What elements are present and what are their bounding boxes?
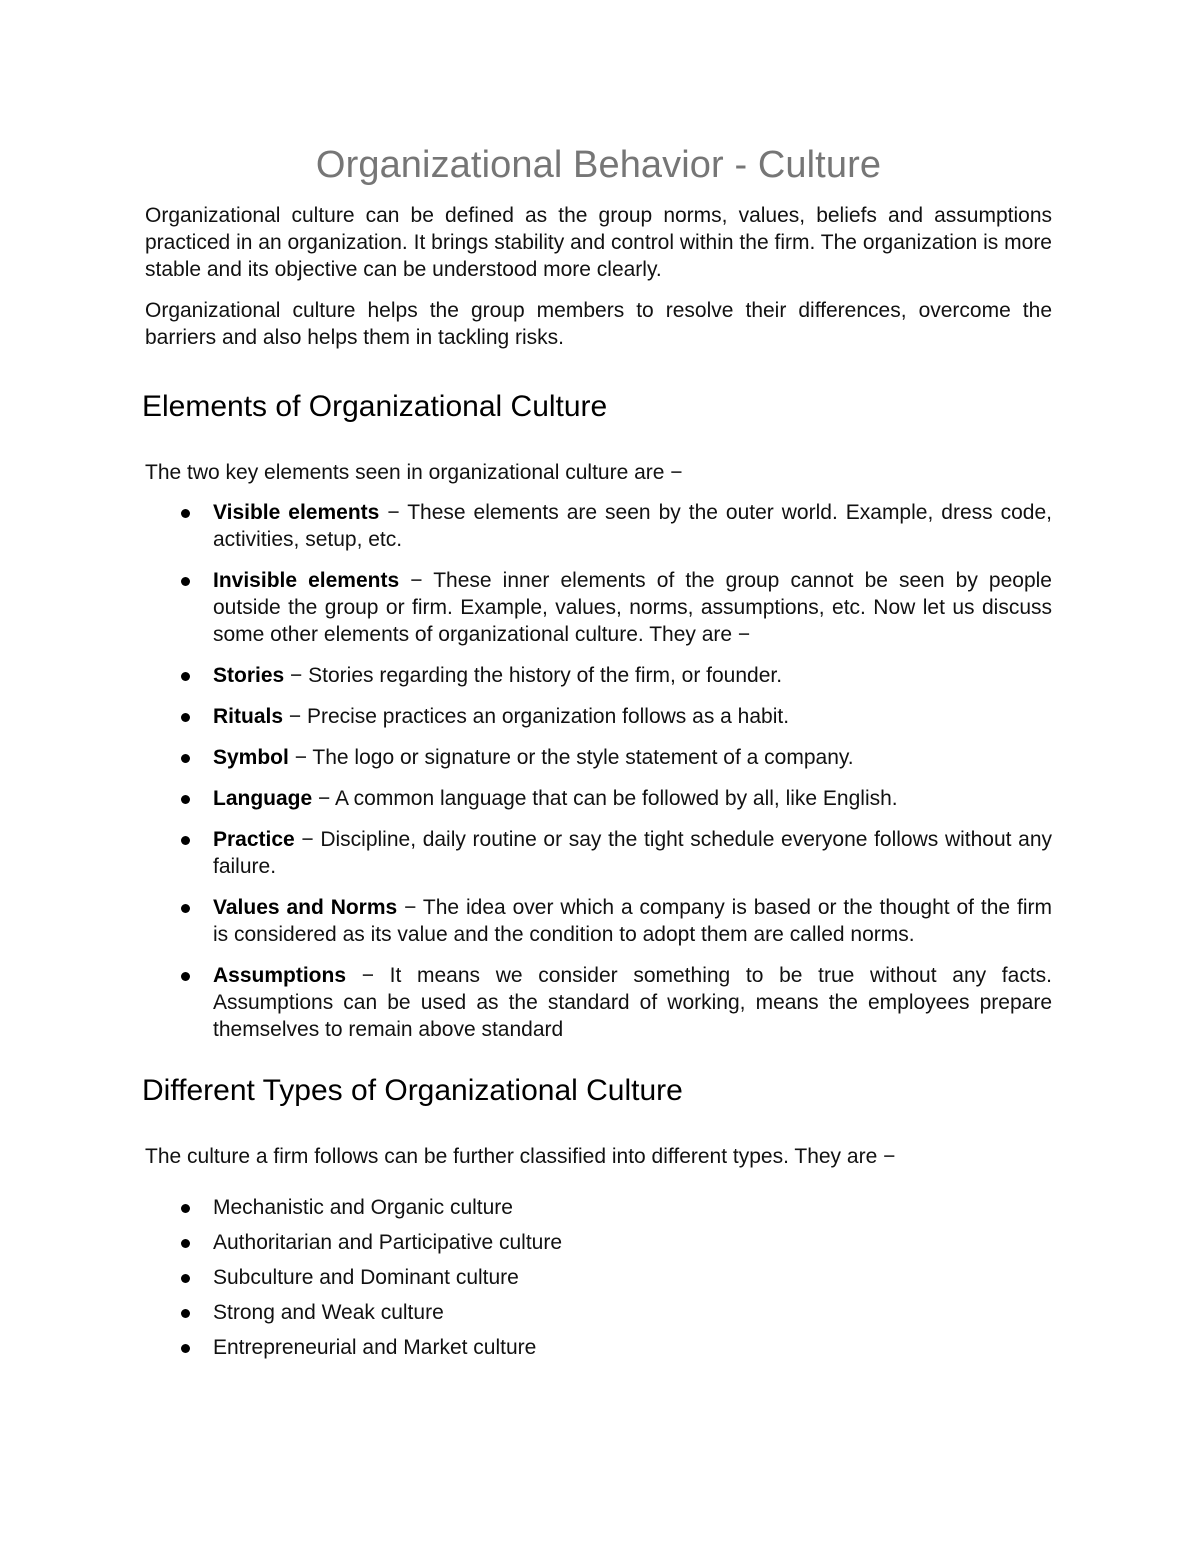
type-label: Authoritarian and Participative culture <box>213 1231 563 1254</box>
intro-paragraph-2: Organizational culture helps the group members to resolve their differences, overcome the barriers and also helps them in tackling risks. <box>145 299 1052 349</box>
list-item <box>145 785 1052 812</box>
type-label: Entrepreneurial and Market culture <box>213 1336 537 1359</box>
list-item <box>145 1334 1052 1361</box>
element-description: − Discipline, daily routine or say the tight schedule everyone follows without any failure. <box>213 828 1052 878</box>
element-term: Symbol <box>213 746 289 769</box>
element-description: − Precise practices an organization follows as a habit. <box>283 705 790 728</box>
element-term: Practice <box>213 828 295 851</box>
element-description: − These inner elements of the group cannot be seen by people outside the group or firm. Example, values, norms, assumptions, etc. Now let us discuss some other elements of organizational culture. They are − <box>213 569 1052 646</box>
list-item <box>145 894 1052 948</box>
list-item <box>145 567 1052 648</box>
element-term: Rituals <box>213 705 284 728</box>
element-term: Assumptions <box>213 964 347 987</box>
bullet-icon <box>181 713 190 722</box>
bullet-icon <box>181 1239 190 1248</box>
elements-intro: The two key elements seen in organizational culture are − <box>145 461 683 484</box>
bullet-icon <box>181 972 190 981</box>
element-description: − The logo or signature or the style statement of a company. <box>288 746 854 769</box>
intro-paragraph-1: Organizational culture can be defined as the group norms, values, beliefs and assumptions practiced in an organization. It brings stability and control within the firm. The organization is more stable and its objective can be understood more clearly. <box>145 204 1052 281</box>
type-label: Strong and Weak culture <box>213 1301 444 1324</box>
list-item <box>145 1264 1052 1291</box>
list-item <box>145 1229 1052 1256</box>
bullet-icon <box>181 754 190 763</box>
element-description: − Stories regarding the history of the firm, or founder. <box>284 664 783 687</box>
element-term: Stories <box>213 664 285 687</box>
bullet-icon <box>181 795 190 804</box>
element-term: Language <box>213 787 313 810</box>
element-term: Visible elements <box>213 501 380 524</box>
element-description: − These elements are seen by the outer world. Example, dress code, activities, setup, etc. <box>213 501 1052 551</box>
list-item <box>145 499 1052 553</box>
element-term: Invisible elements <box>213 569 400 592</box>
elements-list <box>145 499 1052 1043</box>
list-item <box>145 703 1052 730</box>
document-content <box>142 140 1052 1369</box>
bullet-icon <box>181 1344 190 1353</box>
bullet-icon <box>181 672 190 681</box>
list-item <box>145 826 1052 880</box>
page-title: Organizational Behavior - Culture <box>315 144 882 186</box>
element-description: − It means we consider something to be true without any facts. Assumptions can be used as the standard of working, means the employees prepare themselves to remain above standard <box>213 964 1052 1041</box>
types-list <box>145 1194 1052 1361</box>
type-label: Mechanistic and Organic culture <box>213 1196 513 1219</box>
list-item <box>145 962 1052 1043</box>
list-item <box>145 744 1052 771</box>
element-term: Values and Norms <box>213 896 398 919</box>
element-description: − The idea over which a company is based or the thought of the firm is considered as its value and the condition to adopt them are called norms. <box>213 896 1052 946</box>
list-item <box>145 1194 1052 1221</box>
bullet-icon <box>181 577 190 586</box>
bullet-icon <box>181 509 190 518</box>
type-label: Subculture and Dominant culture <box>213 1266 519 1289</box>
elements-heading: Elements of Organizational Culture <box>142 390 608 423</box>
bullet-icon <box>181 1309 190 1318</box>
element-description: − A common language that can be followed by all, like English. <box>312 787 898 810</box>
bullet-icon <box>181 836 190 845</box>
bullet-icon <box>181 904 190 913</box>
list-item <box>145 1299 1052 1326</box>
bullet-icon <box>181 1274 190 1283</box>
types-heading: Different Types of Organizational Culture <box>142 1074 683 1107</box>
bullet-icon <box>181 1204 190 1213</box>
types-intro: The culture a firm follows can be further classified into different types. They are − <box>145 1145 896 1168</box>
list-item <box>145 662 1052 689</box>
